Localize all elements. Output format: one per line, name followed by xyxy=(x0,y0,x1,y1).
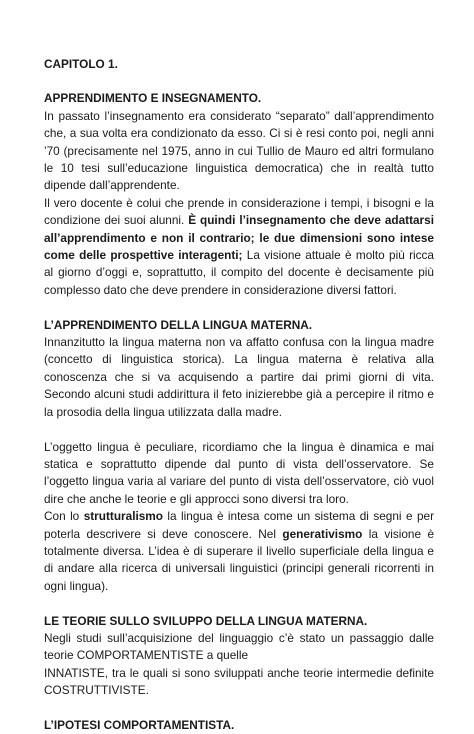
chapter-title: CAPITOLO 1. xyxy=(44,57,118,71)
bold-text: strutturalismo xyxy=(83,509,163,524)
bold-text: È quindi l’insegnamento che deve adattarsi all’apprendimento e non il contrario; le due dimensioni sono intese come delle prospettive interagenti; xyxy=(44,213,434,263)
text-run: Il vero docente è colui che prende in considerazione i tempi, i bisogni e la condizione dei suoi alunni. xyxy=(44,195,434,228)
paragraph: Negli studi sull’acquisizione del linguaggio c’è stato un passaggio dalle teorie COMPORTAMENTISTE a quelle xyxy=(44,630,434,663)
section-heading-lingua-materna: L’APPRENDIMENTO DELLA LINGUA MATERNA. xyxy=(44,317,313,332)
paragraph: L’oggetto lingua è peculiare, ricordiamo che la lingua è dinamica e mai statica e soprattutto dipende dal punto di vista dell’osservatore. Se l’oggetto lingua varia al variare del punto di vista dell’osservatore, ciò vuol dire che anche le teorie e gli approcci sono diversi tra loro. xyxy=(44,439,434,506)
paragraph xyxy=(44,508,434,595)
section-heading-apprendimento: APPRENDIMENTO E INSEGNAMENTO. xyxy=(44,91,262,106)
paragraph: INNATISTE, tra le quali si sono sviluppati anche teorie intermedie definite COSTRUTTIVISTE. xyxy=(44,665,434,698)
text-run: Con lo xyxy=(44,509,84,524)
text-run: La visione attuale è molto più ricca al giorno d’oggi e, soprattutto, il compito del docente è decisamente più complesso dato che deve prendere in considerazione diversi fattori. xyxy=(44,248,434,297)
paragraph: Innanzitutto la lingua materna non va affatto confusa con la lingua madre (concetto di linguistica storica). La lingua materna è relativa alla conoscenza che si va acquisendo a partire dai primi giorni di vita. Secondo alcuni studi addirittura il feto inizierebbe già a percepire il ritmo e la prosodia della lingua utilizzata dalla madre. xyxy=(44,335,434,419)
section-heading-comportamentista: L’IPOTESI COMPORTAMENTISTA. xyxy=(44,717,235,732)
paragraph xyxy=(44,195,434,299)
text-run: la lingua è intesa come un sistema di segni e per poterla descrivere si deve conoscere. Nel xyxy=(44,509,434,541)
text-run: la visione è totalmente diversa. L’idea è di superare il livello superficiale della lingua e di andare alla ricerca di universali linguistici (principi generali ricorrenti in ogni lingua). xyxy=(44,526,434,593)
section-heading-teorie: LE TEORIE SULLO SVILUPPO DELLA LINGUA MATERNA. xyxy=(44,613,368,628)
bold-text: generativismo xyxy=(282,526,363,541)
paragraph: In passato l’insegnamento era considerato “separato” dall’apprendimento che, a sua volta era condizionato da esso. Ci si è resi conto poi, negli anni ’70 (precisamente nel 1975, anno in cui Tullio de Mauro ed altri formulano le 10 tesi sull’educazione linguistica democratica) che in realtà tutto dipende dall’apprendente. xyxy=(44,108,434,193)
